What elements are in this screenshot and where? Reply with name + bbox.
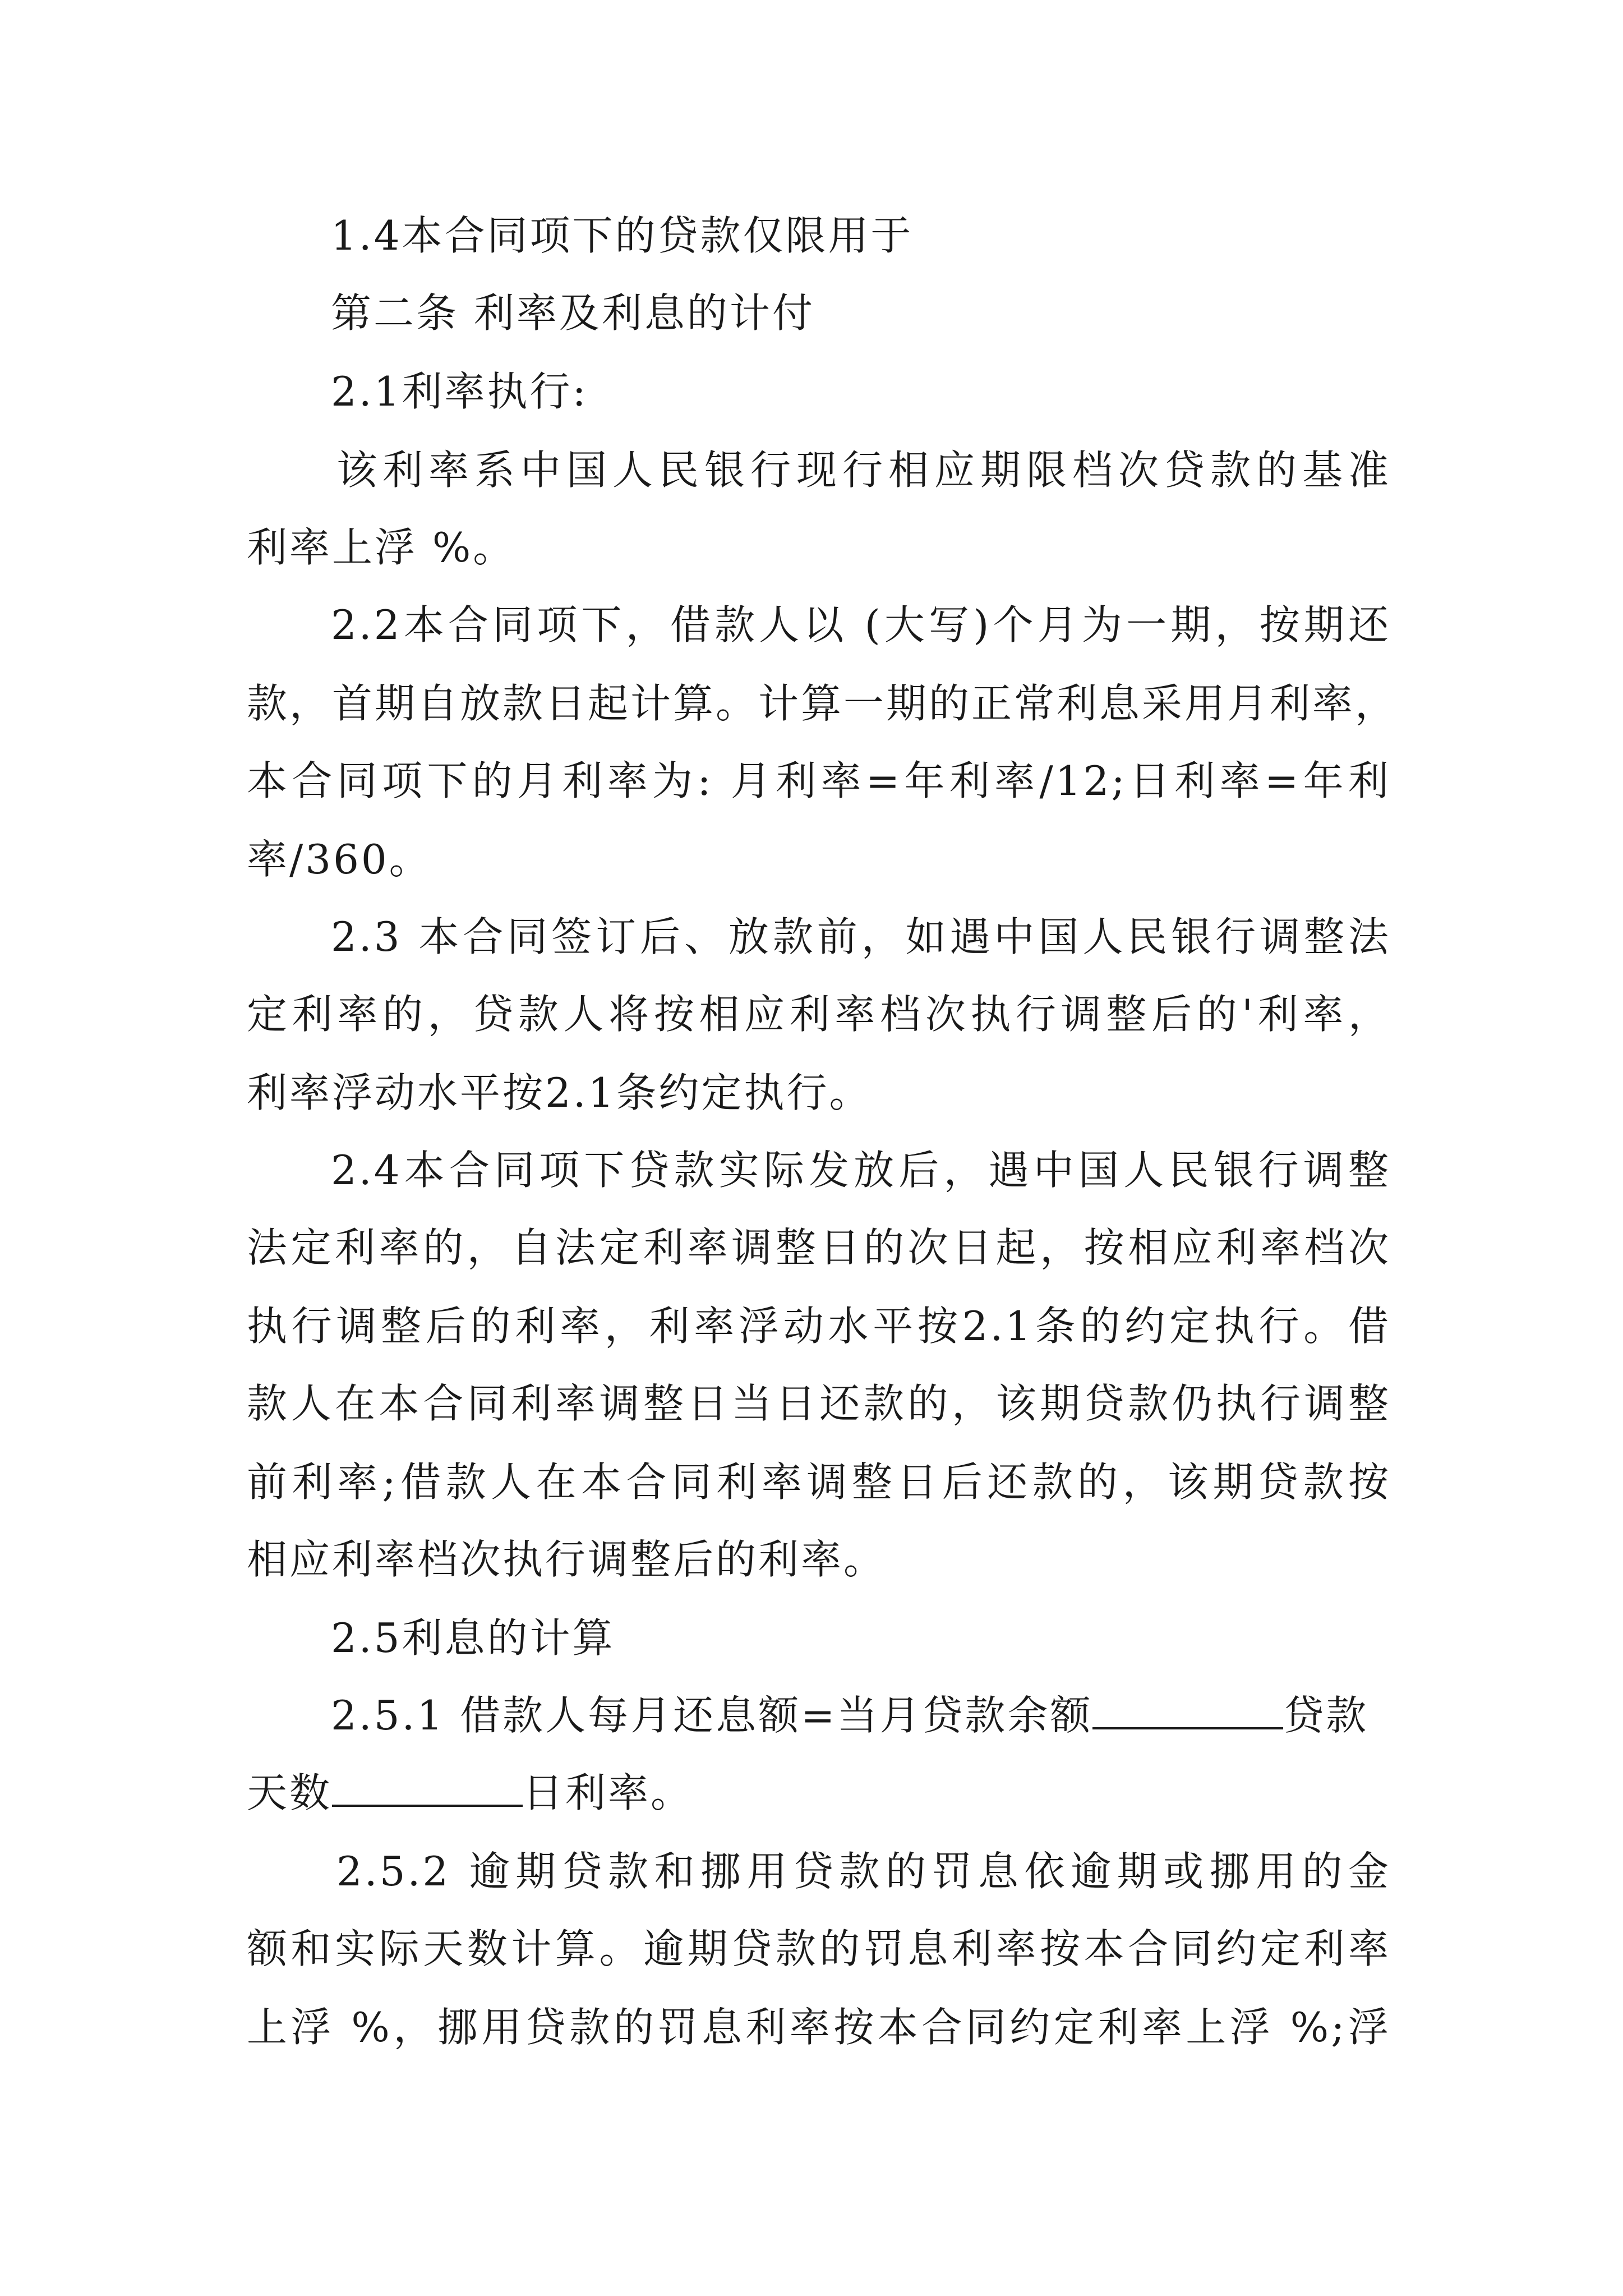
paragraph-line: 利率上浮 %。	[247, 524, 516, 571]
paragraph-line	[247, 1766, 1391, 1820]
paragraph-line: 法定利率的，自法定利率调整日的次日起，按相应利率档次	[247, 1224, 1391, 1271]
paragraph-line: 率/360。	[247, 836, 432, 883]
paragraph-line: 2.3 本合同签订后、放款前，如遇中国人民银行调整法	[331, 913, 1391, 960]
paragraph-line: 2.5.2 逾期贷款和挪用贷款的罚息依逾期或挪用的金	[336, 1848, 1391, 1895]
paragraph-line: 款，首期自放款日起计算。计算一期的正常利息采用月利率，	[247, 680, 1398, 727]
clause-2-1: 2.1利率执行:	[331, 368, 588, 415]
paragraph-line: 该利率系中国人民银行现行相应期限档次贷款的基准	[336, 447, 1391, 494]
paragraph-line: 2.4本合同项下贷款实际发放后，遇中国人民银行调整	[331, 1147, 1391, 1194]
clause-text: 贷款	[1283, 1692, 1369, 1739]
clause-2-5-1	[331, 1688, 1475, 1742]
clause-text: 日利率。	[523, 1769, 694, 1816]
paragraph-line: 执行调整后的利率，利率浮动水平按2.1条的约定执行。借	[247, 1303, 1391, 1350]
clause-text: 天数	[247, 1769, 333, 1816]
paragraph-line: 前利率;借款人在本合同利率调整日后还款的，该期贷款按	[247, 1458, 1391, 1506]
clause-1-4: 1.4本合同项下的贷款仅限用于	[331, 212, 914, 259]
clause-text: 2.5.1 借款人每月还息额=当月贷款余额	[331, 1692, 1093, 1739]
paragraph-line: 2.2本合同项下，借款人以 (大写)个月为一期，按期还	[331, 601, 1391, 648]
paragraph-line: 相应利率档次执行调整后的利率。	[247, 1536, 887, 1583]
clause-2-5-heading: 2.5利息的计算	[331, 1614, 615, 1662]
article-2-heading: 第二条 利率及利息的计付	[331, 289, 815, 337]
paragraph-line: 本合同项下的月利率为: 月利率=年利率/12;日利率=年利	[247, 757, 1391, 804]
paragraph-line: 利率浮动水平按2.1条约定执行。	[247, 1069, 872, 1116]
paragraph-line: 定利率的，贷款人将按相应利率档次执行调整后的'利率，	[247, 991, 1391, 1038]
fill-in-blank	[1092, 1694, 1283, 1729]
fill-in-blank	[332, 1771, 523, 1807]
paragraph-line: 额和实际天数计算。逾期贷款的罚息利率按本合同约定利率	[247, 1925, 1391, 1972]
paragraph-line: 上浮 %，挪用贷款的罚息利率按本合同约定利率上浮 %;浮	[247, 2004, 1391, 2051]
paragraph-line: 款人在本合同利率调整日当日还款的，该期贷款仍执行调整	[247, 1380, 1391, 1427]
